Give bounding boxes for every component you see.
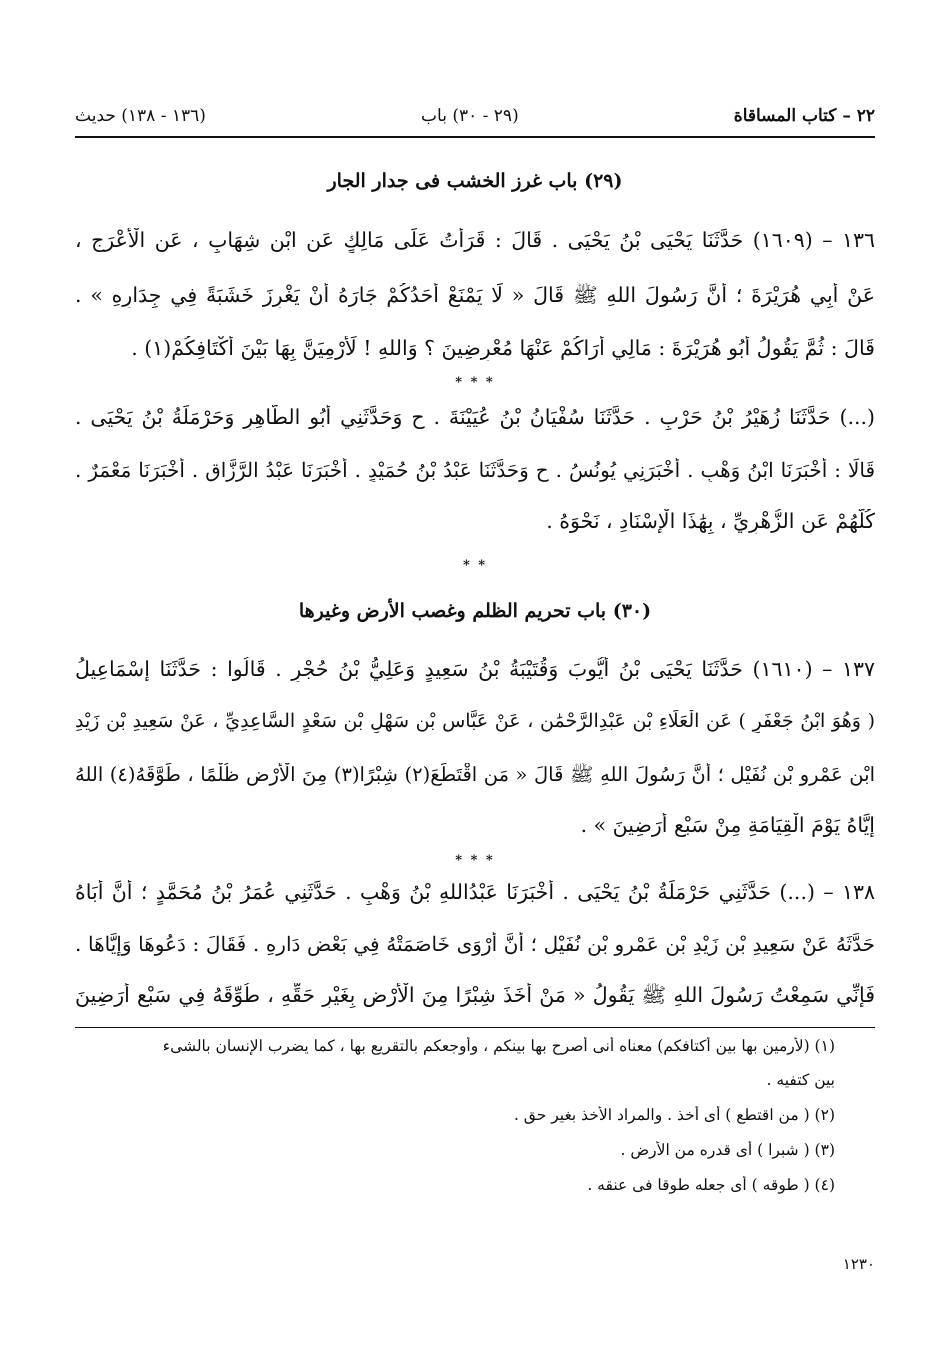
hadith-136-line-1: ١٣٦ – (١٦٠٩) حَدَّثَنَا يَحْيَى بْنُ يَحْيَى . قَالَ : قَرَأْتُ عَلَى مَالِكٍ عَنِ ابْنِ شِهَابٍ ، عَنِ الْأَعْرَجِ ، <box>75 228 875 252</box>
hadith-136-line-3: قَالَ : ثُمَّ يَقُولُ أَبُو هُرَيْرَةَ : مَالِي أَرَاكُمْ عَنْهَا مُعْرِضِينَ ؟ وَاللهِ ! لَأَرْمِيَنَّ بِهَا بَيْنَ أَكْتَافِكُمْ(١) . <box>131 336 875 360</box>
hadith-138-line-3: فَإِنِّي سَمِعْتُ رَسُولَ اللهِ ﷺ يَقُولُ « مَنْ أَخَذَ شِبْرًا مِنَ الْأَرْضِ بِغَيْرِ حَقِّهِ ، طُوِّقَهُ فِي سَبْعِ أَرَضِينَ <box>75 983 875 1007</box>
header-chapter-range: (٢٩ - ٣٠) باب <box>421 106 519 126</box>
hadith-137-line-3: ابْنِ عَمْرِو بْنِ نُفَيْلٍ ؛ أَنَّ رَسُولَ اللهِ ﷺ قَالَ « مَنِ اقْتَطَعَ(٢) شِبْرًا(٣) مِنَ الْأَرْضِ ظُلْمًا ، طَوَّقَهُ(٤) اللهُ <box>75 763 875 786</box>
hadith-136-line-2: عَنْ أَبِي هُرَيْرَةَ ؛ أَنَّ رَسُولَ اللهِ ﷺ قَالَ « لَا يَمْنَعْ أَحَدُكُمْ جَارَهُ أَنْ يَغْرِزَ خَشَبَةً فِي جِدَارِهِ » . <box>75 283 875 307</box>
hadith-137-line-2: ( وَهُوَ ابْنُ جَعْفَرٍ ) عَنِ الْعَلَاءِ بْنِ عَبْدِالرَّحْمَٰنِ ، عَنْ عَبَّاسِ بْنِ سَهْلِ بْنِ سَعْدٍ السَّاعِدِيِّ ، عَنْ سَعِيدِ بْنِ زَيْدِ <box>75 710 875 732</box>
separator-stars-1: * * * <box>455 375 495 390</box>
hadith-136b-line-1: (...) حَدَّثَنَا زُهَيْرُ بْنُ حَرْبٍ . حَدَّثَنَا سُفْيَانُ بْنُ عُيَيْنَةَ . ح وَحَدَّثَنِي أَبُو الطَّاهِرِ وَحَرْمَلَةُ بْنُ يَحْيَى . <box>75 405 875 429</box>
footnote-rule <box>75 1027 875 1028</box>
hadith-138-line-2: حَدَّثَهُ عَنْ سَعِيدِ بْنِ زَيْدِ بْنِ عَمْرِو بْنِ نُفَيْلٍ ؛ أَنَّ أَرْوَى خَاصَمَتْهُ فِي بَعْضِ دَارِهِ . فَقَالَ : دَعُوهَا وَإِيَّاهَا . <box>75 932 875 956</box>
footnote-3: (٣) ( شبرا ) أى قدره من الأرض . <box>620 1141 835 1159</box>
running-header <box>75 96 875 138</box>
footnote-2: (٢) ( من اقتطع ) أى أخذ . والمراد الأخذ بغير حق . <box>513 1106 835 1124</box>
header-hadith-range: (١٣٦ - ١٣٨) حديث <box>75 106 206 126</box>
separator-stars-3: * * * <box>455 853 495 868</box>
hadith-136b-line-2: قَالَا : أَخْبَرَنَا ابْنُ وَهْبٍ . أَخْبَرَنِي يُونُسُ . ح وَحَدَّثَنَا عَبْدُ بْنُ حُمَيْدٍ . أَخْبَرَنَا عَبْدُ الرَّزَّاقِ . أَخْبَرَنَا مَعْمَرٌ . <box>75 458 875 482</box>
footnote-1-continued: بين كتفيه . <box>766 1071 835 1089</box>
footnote-1: (١) (لأرمين بها بين أكتافكم) معناه أنى أصرح بها بينكم ، وأوجعكم بالتقريع بها ، كما يضرب الإنسان بالشىء <box>162 1037 835 1055</box>
page-number: ١٢٣٠ <box>842 1255 875 1273</box>
header-book-title: ٢٢ – كتاب المساقاة <box>733 106 875 126</box>
chapter-29-title: (٢٩) باب غرز الخشب فى جدار الجار <box>327 170 623 192</box>
hadith-136b-line-3: كُلُّهُمْ عَنِ الزُّهْرِيِّ ، بِهَٰذَا الْإِسْنَادِ ، نَحْوَهُ . <box>546 509 875 533</box>
footnote-4: (٤) ( طوقه ) أى جعله طوقا فى عنقه . <box>587 1176 835 1194</box>
chapter-30-title: (٣٠) باب تحريم الظلم وغصب الأرض وغيرها <box>298 600 652 622</box>
hadith-137-line-4: إِيَّاهُ يَوْمَ الْقِيَامَةِ مِنْ سَبْعِ أَرَضِينَ » . <box>580 813 875 837</box>
hadith-138-line-1: ١٣٨ – (...) حَدَّثَنِي حَرْمَلَةُ بْنُ يَحْيَى . أَخْبَرَنَا عَبْدُاللهِ بْنُ وَهْبٍ . حَدَّثَنِي عُمَرُ بْنُ مُحَمَّدٍ ؛ أَنَّ أَبَاهُ <box>75 880 875 904</box>
separator-stars-2: * * <box>462 558 488 573</box>
hadith-137-line-1: ١٣٧ – (١٦١٠) حَدَّثَنَا يَحْيَى بْنُ أَيُّوبَ وَقُتَيْبَةُ بْنُ سَعِيدٍ وَعَلِيُّ بْنُ حُجْرٍ . قَالُوا : حَدَّثَنَا إِسْمَاعِيلُ <box>75 657 875 681</box>
